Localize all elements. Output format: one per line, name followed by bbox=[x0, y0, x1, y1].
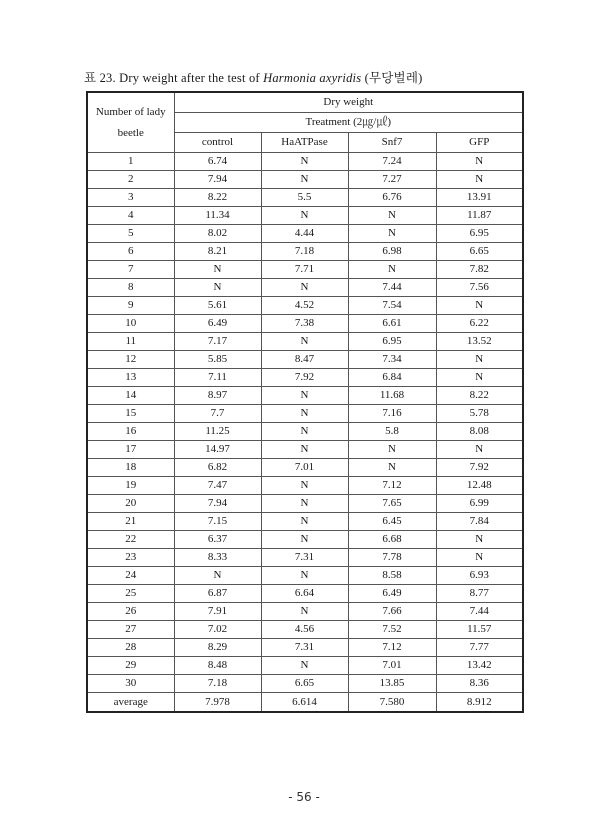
beetle-number: 10 bbox=[87, 315, 174, 333]
cell-snf7: 13.85 bbox=[348, 675, 436, 693]
cell-snf7: 7.24 bbox=[348, 153, 436, 171]
beetle-number: 29 bbox=[87, 657, 174, 675]
cell-gfp: 7.77 bbox=[436, 639, 523, 657]
cell-snf7: 7.44 bbox=[348, 279, 436, 297]
cell-haatpase: N bbox=[261, 531, 348, 549]
cell-snf7: 6.68 bbox=[348, 531, 436, 549]
average-snf7: 7.580 bbox=[348, 693, 436, 713]
cell-control: 7.91 bbox=[174, 603, 261, 621]
column-header-snf7: Snf7 bbox=[348, 133, 436, 153]
average-row bbox=[87, 693, 523, 713]
table-row bbox=[87, 171, 523, 189]
average-gfp: 8.912 bbox=[436, 693, 523, 713]
cell-gfp: 11.57 bbox=[436, 621, 523, 639]
cell-snf7: 6.98 bbox=[348, 243, 436, 261]
table-row bbox=[87, 405, 523, 423]
table-row bbox=[87, 549, 523, 567]
cell-control: 8.33 bbox=[174, 549, 261, 567]
table-row bbox=[87, 351, 523, 369]
cell-gfp: N bbox=[436, 531, 523, 549]
table-row bbox=[87, 387, 523, 405]
cell-snf7: N bbox=[348, 225, 436, 243]
cell-haatpase: 7.18 bbox=[261, 243, 348, 261]
table-row bbox=[87, 333, 523, 351]
beetle-number: 25 bbox=[87, 585, 174, 603]
average-control: 7.978 bbox=[174, 693, 261, 713]
table-row bbox=[87, 585, 523, 603]
cell-gfp: N bbox=[436, 549, 523, 567]
cell-haatpase: N bbox=[261, 513, 348, 531]
table-row bbox=[87, 567, 523, 585]
table-row bbox=[87, 297, 523, 315]
cell-snf7: 5.8 bbox=[348, 423, 436, 441]
cell-haatpase: N bbox=[261, 387, 348, 405]
beetle-number: 20 bbox=[87, 495, 174, 513]
cell-control: 8.48 bbox=[174, 657, 261, 675]
beetle-number: 19 bbox=[87, 477, 174, 495]
beetle-number: 28 bbox=[87, 639, 174, 657]
table-row bbox=[87, 639, 523, 657]
cell-gfp: 8.22 bbox=[436, 387, 523, 405]
cell-control: 6.74 bbox=[174, 153, 261, 171]
beetle-number: 2 bbox=[87, 171, 174, 189]
table-row bbox=[87, 603, 523, 621]
cell-gfp: 8.08 bbox=[436, 423, 523, 441]
cell-snf7: 7.66 bbox=[348, 603, 436, 621]
cell-gfp: 7.44 bbox=[436, 603, 523, 621]
cell-haatpase: 7.71 bbox=[261, 261, 348, 279]
table-row bbox=[87, 657, 523, 675]
cell-haatpase: N bbox=[261, 207, 348, 225]
table-row bbox=[87, 675, 523, 693]
cell-control: 7.17 bbox=[174, 333, 261, 351]
cell-control: 5.85 bbox=[174, 351, 261, 369]
cell-haatpase: 7.31 bbox=[261, 549, 348, 567]
table-row bbox=[87, 315, 523, 333]
cell-control: 7.94 bbox=[174, 171, 261, 189]
table-row bbox=[87, 207, 523, 225]
cell-haatpase: N bbox=[261, 567, 348, 585]
cell-haatpase: N bbox=[261, 171, 348, 189]
beetle-number: 13 bbox=[87, 369, 174, 387]
beetle-number: 6 bbox=[87, 243, 174, 261]
cell-gfp: N bbox=[436, 351, 523, 369]
cell-gfp: 6.99 bbox=[436, 495, 523, 513]
cell-control: 8.21 bbox=[174, 243, 261, 261]
cell-control: 7.11 bbox=[174, 369, 261, 387]
cell-control: 8.22 bbox=[174, 189, 261, 207]
cell-control: 7.15 bbox=[174, 513, 261, 531]
cell-gfp: N bbox=[436, 171, 523, 189]
cell-haatpase: 7.38 bbox=[261, 315, 348, 333]
column-header-haatpase: HaATPase bbox=[261, 133, 348, 153]
group-header: Dry weight bbox=[174, 92, 523, 113]
cell-snf7: 7.16 bbox=[348, 405, 436, 423]
table-row bbox=[87, 459, 523, 477]
table-row bbox=[87, 531, 523, 549]
cell-haatpase: N bbox=[261, 405, 348, 423]
cell-haatpase: 7.31 bbox=[261, 639, 348, 657]
cell-snf7: 7.78 bbox=[348, 549, 436, 567]
cell-haatpase: N bbox=[261, 153, 348, 171]
table-row bbox=[87, 369, 523, 387]
beetle-number: 26 bbox=[87, 603, 174, 621]
cell-control: N bbox=[174, 279, 261, 297]
cell-snf7: 6.84 bbox=[348, 369, 436, 387]
cell-haatpase: 5.5 bbox=[261, 189, 348, 207]
table-row bbox=[87, 477, 523, 495]
cell-control: N bbox=[174, 261, 261, 279]
beetle-number: 9 bbox=[87, 297, 174, 315]
cell-snf7: 6.95 bbox=[348, 333, 436, 351]
beetle-number: 14 bbox=[87, 387, 174, 405]
cell-gfp: 13.52 bbox=[436, 333, 523, 351]
cell-snf7: N bbox=[348, 459, 436, 477]
beetle-number: 21 bbox=[87, 513, 174, 531]
cell-gfp: 5.78 bbox=[436, 405, 523, 423]
cell-haatpase: 6.64 bbox=[261, 585, 348, 603]
cell-snf7: N bbox=[348, 261, 436, 279]
table-row bbox=[87, 189, 523, 207]
beetle-number: 27 bbox=[87, 621, 174, 639]
beetle-number: 30 bbox=[87, 675, 174, 693]
cell-gfp: 7.82 bbox=[436, 261, 523, 279]
treatment-header: Treatment (2㎍/㎕) bbox=[174, 113, 523, 133]
row-header: Number of lady beetle bbox=[87, 92, 174, 153]
cell-control: 6.82 bbox=[174, 459, 261, 477]
cell-control: 8.29 bbox=[174, 639, 261, 657]
table-row bbox=[87, 495, 523, 513]
cell-gfp: 12.48 bbox=[436, 477, 523, 495]
cell-gfp: N bbox=[436, 153, 523, 171]
caption-suffix: (무당벌레) bbox=[361, 71, 423, 85]
cell-control: 14.97 bbox=[174, 441, 261, 459]
cell-snf7: 6.45 bbox=[348, 513, 436, 531]
caption-species: Harmonia axyridis bbox=[263, 71, 362, 85]
cell-gfp: 13.42 bbox=[436, 657, 523, 675]
cell-snf7: 6.76 bbox=[348, 189, 436, 207]
cell-gfp: 6.95 bbox=[436, 225, 523, 243]
cell-snf7: N bbox=[348, 441, 436, 459]
cell-gfp: 11.87 bbox=[436, 207, 523, 225]
cell-haatpase: N bbox=[261, 423, 348, 441]
cell-haatpase: N bbox=[261, 441, 348, 459]
page-number: - 56 - bbox=[288, 790, 320, 804]
cell-control: 5.61 bbox=[174, 297, 261, 315]
cell-control: 7.02 bbox=[174, 621, 261, 639]
cell-gfp: 6.65 bbox=[436, 243, 523, 261]
cell-control: 7.7 bbox=[174, 405, 261, 423]
cell-control: 8.97 bbox=[174, 387, 261, 405]
cell-snf7: N bbox=[348, 207, 436, 225]
beetle-number: 12 bbox=[87, 351, 174, 369]
caption-prefix: 표 23. Dry weight after the test of bbox=[84, 71, 264, 85]
cell-snf7: 11.68 bbox=[348, 387, 436, 405]
cell-haatpase: N bbox=[261, 657, 348, 675]
cell-control: 8.02 bbox=[174, 225, 261, 243]
beetle-number: 23 bbox=[87, 549, 174, 567]
cell-snf7: 7.12 bbox=[348, 639, 436, 657]
cell-haatpase: 7.92 bbox=[261, 369, 348, 387]
cell-control: 7.18 bbox=[174, 675, 261, 693]
cell-haatpase: 4.52 bbox=[261, 297, 348, 315]
cell-control: 6.37 bbox=[174, 531, 261, 549]
table-row bbox=[87, 153, 523, 171]
cell-control: 6.87 bbox=[174, 585, 261, 603]
cell-snf7: 6.61 bbox=[348, 315, 436, 333]
cell-gfp: 8.36 bbox=[436, 675, 523, 693]
cell-haatpase: N bbox=[261, 603, 348, 621]
average-haatpase: 6.614 bbox=[261, 693, 348, 713]
cell-snf7: 6.49 bbox=[348, 585, 436, 603]
beetle-number: 18 bbox=[87, 459, 174, 477]
cell-gfp: 7.84 bbox=[436, 513, 523, 531]
cell-snf7: 7.65 bbox=[348, 495, 436, 513]
cell-gfp: N bbox=[436, 297, 523, 315]
beetle-number: 24 bbox=[87, 567, 174, 585]
cell-control: 7.94 bbox=[174, 495, 261, 513]
beetle-number: 4 bbox=[87, 207, 174, 225]
cell-snf7: 7.34 bbox=[348, 351, 436, 369]
beetle-number: 7 bbox=[87, 261, 174, 279]
average-label: average bbox=[87, 693, 174, 713]
table-row bbox=[87, 621, 523, 639]
cell-gfp: 13.91 bbox=[436, 189, 523, 207]
beetle-number: 16 bbox=[87, 423, 174, 441]
cell-haatpase: N bbox=[261, 477, 348, 495]
column-header-control: control bbox=[174, 133, 261, 153]
table-row bbox=[87, 243, 523, 261]
dry-weight-table bbox=[86, 91, 524, 713]
cell-haatpase: 6.65 bbox=[261, 675, 348, 693]
beetle-number: 5 bbox=[87, 225, 174, 243]
cell-gfp: 8.77 bbox=[436, 585, 523, 603]
cell-haatpase: 7.01 bbox=[261, 459, 348, 477]
cell-snf7: 7.01 bbox=[348, 657, 436, 675]
cell-haatpase: 8.47 bbox=[261, 351, 348, 369]
cell-control: 11.25 bbox=[174, 423, 261, 441]
table-row bbox=[87, 225, 523, 243]
table-row bbox=[87, 513, 523, 531]
cell-gfp: 7.92 bbox=[436, 459, 523, 477]
beetle-number: 15 bbox=[87, 405, 174, 423]
cell-snf7: 8.58 bbox=[348, 567, 436, 585]
cell-control: N bbox=[174, 567, 261, 585]
cell-haatpase: N bbox=[261, 333, 348, 351]
cell-control: 6.49 bbox=[174, 315, 261, 333]
beetle-number: 1 bbox=[87, 153, 174, 171]
column-header-gfp: GFP bbox=[436, 133, 523, 153]
table-row bbox=[87, 441, 523, 459]
table-row bbox=[87, 423, 523, 441]
cell-gfp: 6.93 bbox=[436, 567, 523, 585]
table-row bbox=[87, 279, 523, 297]
cell-haatpase: 4.56 bbox=[261, 621, 348, 639]
cell-gfp: N bbox=[436, 369, 523, 387]
cell-haatpase: N bbox=[261, 279, 348, 297]
table-body bbox=[87, 153, 523, 713]
beetle-number: 3 bbox=[87, 189, 174, 207]
table-row bbox=[87, 261, 523, 279]
beetle-number: 22 bbox=[87, 531, 174, 549]
cell-gfp: 7.56 bbox=[436, 279, 523, 297]
cell-control: 7.47 bbox=[174, 477, 261, 495]
beetle-number: 17 bbox=[87, 441, 174, 459]
cell-gfp: N bbox=[436, 441, 523, 459]
beetle-number: 8 bbox=[87, 279, 174, 297]
cell-snf7: 7.52 bbox=[348, 621, 436, 639]
cell-haatpase: N bbox=[261, 495, 348, 513]
cell-snf7: 7.27 bbox=[348, 171, 436, 189]
cell-snf7: 7.54 bbox=[348, 297, 436, 315]
cell-snf7: 7.12 bbox=[348, 477, 436, 495]
cell-gfp: 6.22 bbox=[436, 315, 523, 333]
cell-haatpase: 4.44 bbox=[261, 225, 348, 243]
table-caption bbox=[84, 68, 422, 86]
cell-control: 11.34 bbox=[174, 207, 261, 225]
beetle-number: 11 bbox=[87, 333, 174, 351]
